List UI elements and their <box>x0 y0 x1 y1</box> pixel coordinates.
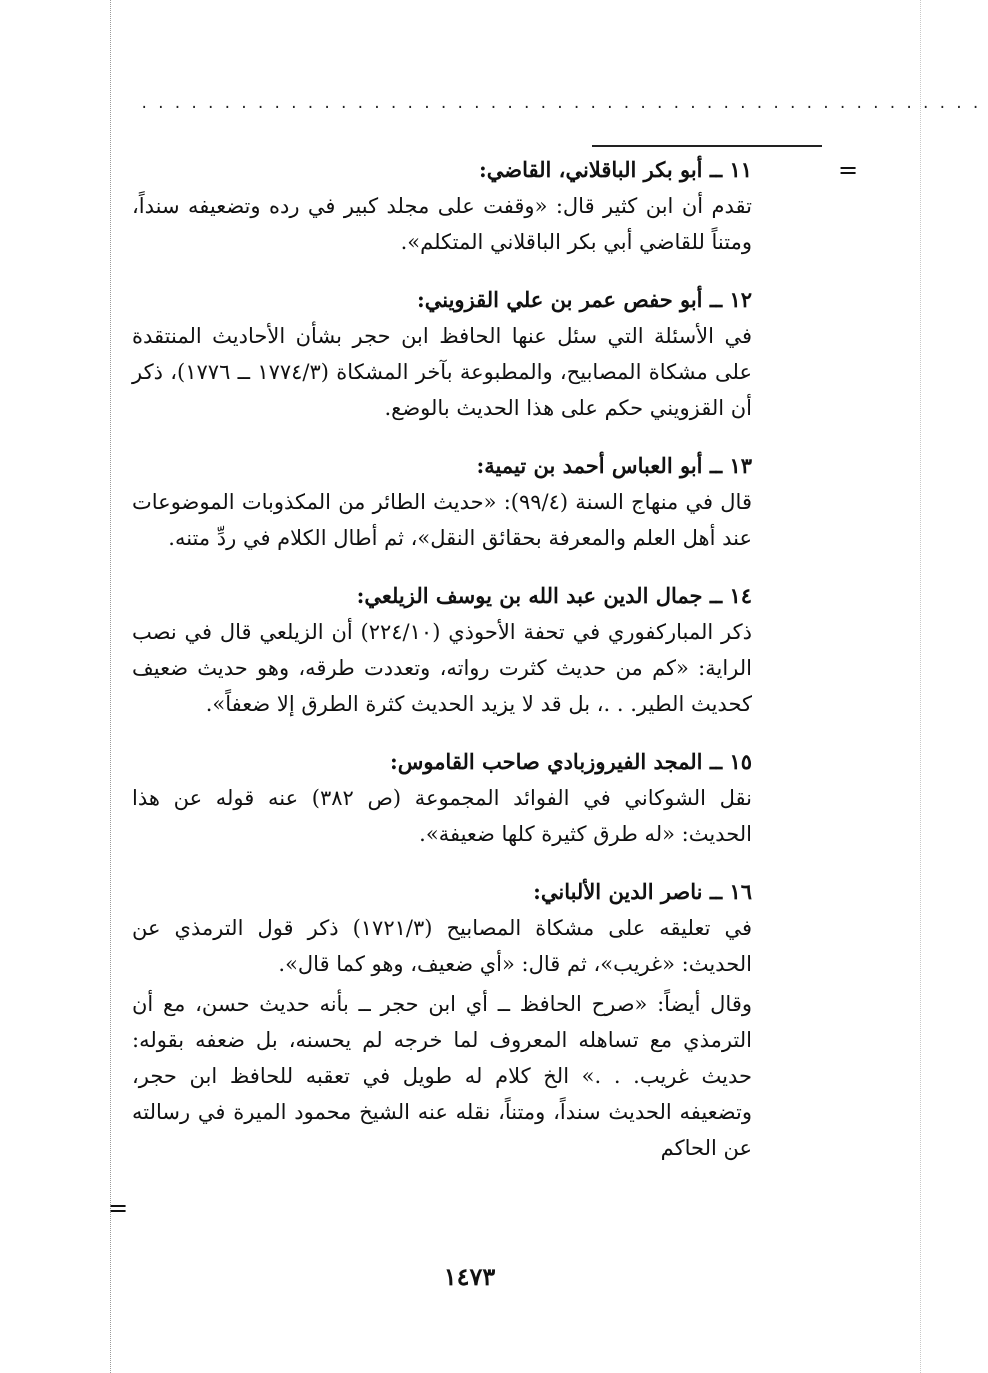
page-edge-left <box>110 0 111 1373</box>
entry-body: تقدم أن ابن كثير قال: «وقفت على مجلد كبير في رده وتضعيفه سنداً، ومتناً للقاضي أبي بكر الباقلاني المتكلم». <box>132 194 752 254</box>
entry-title: ١٢ ــ أبو حفص عمر بن علي القزويني: <box>417 287 752 312</box>
entry-title: ١١ ــ أبو بكر الباقلاني، القاضي: <box>479 157 752 182</box>
entry-title: ١٥ ــ المجد الفيروزبادي صاحب القاموس: <box>389 749 752 774</box>
entry-12 <box>132 282 752 426</box>
entry-body: قال في منهاج السنة (٩٩/٤): «حديث الطائر من المكذوبات الموضوعات عند أهل العلم والمعرفة بحقائق النقل»، ثم أطال الكلام في ردِّ متنه. <box>132 490 752 550</box>
entry-body: ذكر المباركفوري في تحفة الأحوذي (٢٢٤/١٠) أن الزيلعي قال في نصب الراية: «كم من حديث كثرت رواته، وتعددت طرقه، وهو حديث ضعيف كحديث الطير. . .، بل قد لا يزيد الحديث كثرة الطرق إلا ضعفاً». <box>132 620 752 716</box>
entry-body: نقل الشوكاني في الفوائد المجموعة (ص ٣٨٢) عنه قوله عن هذا الحديث: «له طرق كثيرة كلها ضعيفة». <box>132 786 752 846</box>
continuation-mark-bottom: = <box>108 1194 129 1222</box>
entry-15 <box>132 744 752 852</box>
footnote-rule <box>592 145 822 147</box>
entry-body: في الأسئلة التي سئل عنها الحافظ ابن حجر بشأن الأحاديث المنتقدة على مشكاة المصابيح، والمطبوعة بآخر المشكاة (١٧٧٤/٣ ــ ١٧٧٦)، ذكر أن القزويني حكم على هذا الحديث بالوضع. <box>132 324 753 420</box>
entry-13 <box>132 448 752 556</box>
entry-16 <box>132 874 752 1166</box>
page-content <box>132 152 752 1188</box>
continuation-mark-top: = <box>838 156 859 184</box>
dotted-separator: ................................................... <box>140 96 988 112</box>
entry-body: في تعليقه على مشكاة المصابيح (١٧٢١/٣) ذكر قول الترمذي عن الحديث: «غريب»، ثم قال: «أي ضعيف، وهو كما قال». <box>132 916 752 976</box>
page-edge-right <box>920 0 921 1373</box>
entry-title: ١٤ ــ جمال الدين عبد الله بن يوسف الزيلعي: <box>356 583 752 608</box>
entry-title: ١٦ ــ ناصر الدين الألباني: <box>533 879 752 904</box>
entry-11 <box>132 152 752 260</box>
page-number: ١٤٧٣ <box>443 1262 496 1291</box>
entry-title: ١٣ ــ أبو العباس أحمد بن تيمية: <box>476 453 752 478</box>
final-paragraph: وقال أيضاً: «صرح الحافظ ــ أي ابن حجر ــ بأنه حديث حسن، مع أن الترمذي مع تساهله المعروف لما خرجه لم يحسنه، بل ضعفه بقوله: حديث غريب. . .» الخ كلام له طويل في تعقبه للحافظ ابن حجر، وتضعيفه الحديث سنداً، ومتناً، نقله عنه الشيخ محمود الميرة في رسالته عن الحاكم <box>132 992 752 1160</box>
entry-14 <box>132 578 752 722</box>
